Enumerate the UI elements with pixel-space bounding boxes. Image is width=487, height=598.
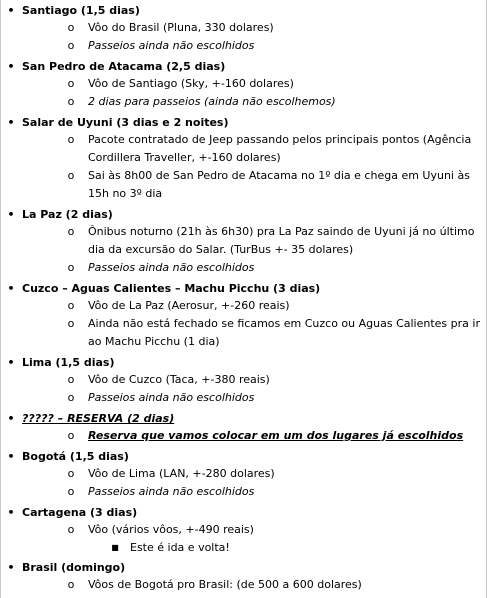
destination-title: San Pedro de Atacama (2,5 dias) (22, 60, 226, 73)
sub-item (22, 297, 487, 315)
circle-bullet-icon: o (67, 467, 75, 480)
sub-item-text: Vôos de Bogotá pro Brasil: (de 500 a 600 dolares) (88, 578, 362, 591)
circle-bullet-icon: o (67, 578, 75, 591)
list-item-santiago (0, 2, 487, 55)
destination-title: Lima (1,5 dias) (22, 356, 115, 369)
list-item-brasil (0, 559, 487, 594)
sub-item-text: Passeios ainda não escolhidos (88, 39, 255, 52)
circle-bullet-icon: o (67, 391, 75, 404)
sub-sub-item (22, 539, 487, 556)
sub-item (22, 427, 487, 445)
sub-item (22, 37, 487, 55)
sub-list (22, 521, 487, 556)
sub-item-text: Pacote contratado de Jeep passando pelos principais pontos (Agência Cordillera Traveller, +-160 dolares) (88, 133, 472, 164)
bullet-icon: • (7, 561, 15, 574)
list-item-lima (0, 354, 487, 407)
sub-list (22, 465, 487, 501)
sub-item (22, 389, 487, 407)
circle-bullet-icon: o (67, 77, 75, 90)
sub-item-text: Vôo (vários vôos, +-490 reais) (88, 523, 254, 536)
circle-bullet-icon: o (67, 261, 75, 274)
list-item-bogota (0, 448, 487, 501)
list-item-uyuni (0, 114, 487, 203)
sub-item-text: Vôo de Cuzco (Taca, +-380 reais) (88, 373, 270, 386)
sub-item-text: Passeios ainda não escolhidos (88, 391, 255, 404)
sub-item (22, 131, 487, 167)
circle-bullet-icon: o (67, 225, 75, 238)
sub-item (22, 483, 487, 501)
destination-title: Santiago (1,5 dias) (22, 4, 140, 17)
list-item-cartagena (0, 504, 487, 556)
sub-list (22, 427, 487, 445)
destination-title: La Paz (2 dias) (22, 208, 113, 221)
sub-item (22, 167, 487, 203)
sub-item (22, 259, 487, 277)
circle-bullet-icon: o (67, 39, 75, 52)
sub-item (22, 315, 487, 351)
circle-bullet-icon: o (67, 317, 75, 330)
sub-item-text: Passeios ainda não escolhidos (88, 261, 255, 274)
sub-sub-item-text: Este é ida e volta! (130, 541, 230, 554)
sub-item (22, 465, 487, 483)
sub-item-text: Vôo de Santiago (Sky, +-160 dolares) (88, 77, 294, 90)
sub-item-text: Sai às 8h00 de San Pedro de Atacama no 1º dia e chega em Uyuni às 15h no 3º dia (88, 169, 470, 200)
bullet-icon: • (7, 208, 15, 221)
sub-item (22, 93, 487, 111)
sub-item-text: 2 dias para passeios (ainda não escolhemos) (88, 95, 336, 108)
sub-list (22, 297, 487, 351)
sub-list (22, 371, 487, 407)
sub-item-text: Passeios ainda não escolhidos (88, 485, 255, 498)
list-item-cuzco (0, 280, 487, 351)
circle-bullet-icon: o (67, 299, 75, 312)
list-item-reserva (0, 410, 487, 445)
bullet-icon: • (7, 450, 15, 463)
bullet-icon: • (7, 116, 15, 129)
square-bullet-icon: ■ (111, 543, 119, 552)
sub-item-text: Ainda não está fechado se ficamos em Cuzco ou Aguas Calientes pra ir ao Machu Picchu (1 dia) (88, 317, 480, 348)
sub-item-text: Vôo de La Paz (Aerosur, +-260 reais) (88, 299, 290, 312)
list-item-san-pedro (0, 58, 487, 111)
sub-item-text: Reserva que vamos colocar em um dos lugares já escolhidos (88, 429, 464, 442)
sub-item-text: Ônibus noturno (21h às 6h30) pra La Paz saindo de Uyuni já no último dia da excursão do Salar. (TurBus +- 35 dolares) (88, 225, 475, 256)
sub-item (22, 223, 487, 259)
sub-item (22, 75, 487, 93)
bullet-icon: • (7, 60, 15, 73)
circle-bullet-icon: o (67, 133, 75, 146)
bullet-icon: • (7, 282, 15, 295)
bullet-icon: • (7, 356, 15, 369)
circle-bullet-icon: o (67, 21, 75, 34)
sub-list (22, 19, 487, 55)
sub-item (22, 521, 487, 539)
sub-item-text: Vôo do Brasil (Pluna, 330 dolares) (88, 21, 274, 34)
destination-title: Salar de Uyuni (3 dias e 2 noites) (22, 116, 229, 129)
circle-bullet-icon: o (67, 523, 75, 536)
circle-bullet-icon: o (67, 485, 75, 498)
destination-title: Bogotá (1,5 dias) (22, 450, 129, 463)
sub-list (22, 75, 487, 111)
sub-item-text: Vôo de Lima (LAN, +-280 dolares) (88, 467, 275, 480)
bullet-icon: • (7, 506, 15, 519)
sub-list (22, 223, 487, 277)
sub-list (22, 131, 487, 203)
sub-item (22, 19, 487, 37)
itinerary-list (0, 2, 487, 594)
list-item-la-paz (0, 206, 487, 277)
circle-bullet-icon: o (67, 373, 75, 386)
circle-bullet-icon: o (67, 95, 75, 108)
circle-bullet-icon: o (67, 169, 75, 182)
bullet-icon: • (7, 4, 15, 17)
destination-title: ????? – RESERVA (2 dias) (22, 412, 175, 425)
destination-title: Cartagena (3 dias) (22, 506, 138, 519)
sub-list (22, 576, 487, 594)
destination-title: Brasil (domingo) (22, 561, 126, 574)
sub-item (22, 371, 487, 389)
sub-item (22, 576, 487, 594)
destination-title: Cuzco – Aguas Calientes – Machu Picchu (3 dias) (22, 282, 321, 295)
circle-bullet-icon: o (67, 429, 75, 442)
bullet-icon: • (7, 412, 15, 425)
